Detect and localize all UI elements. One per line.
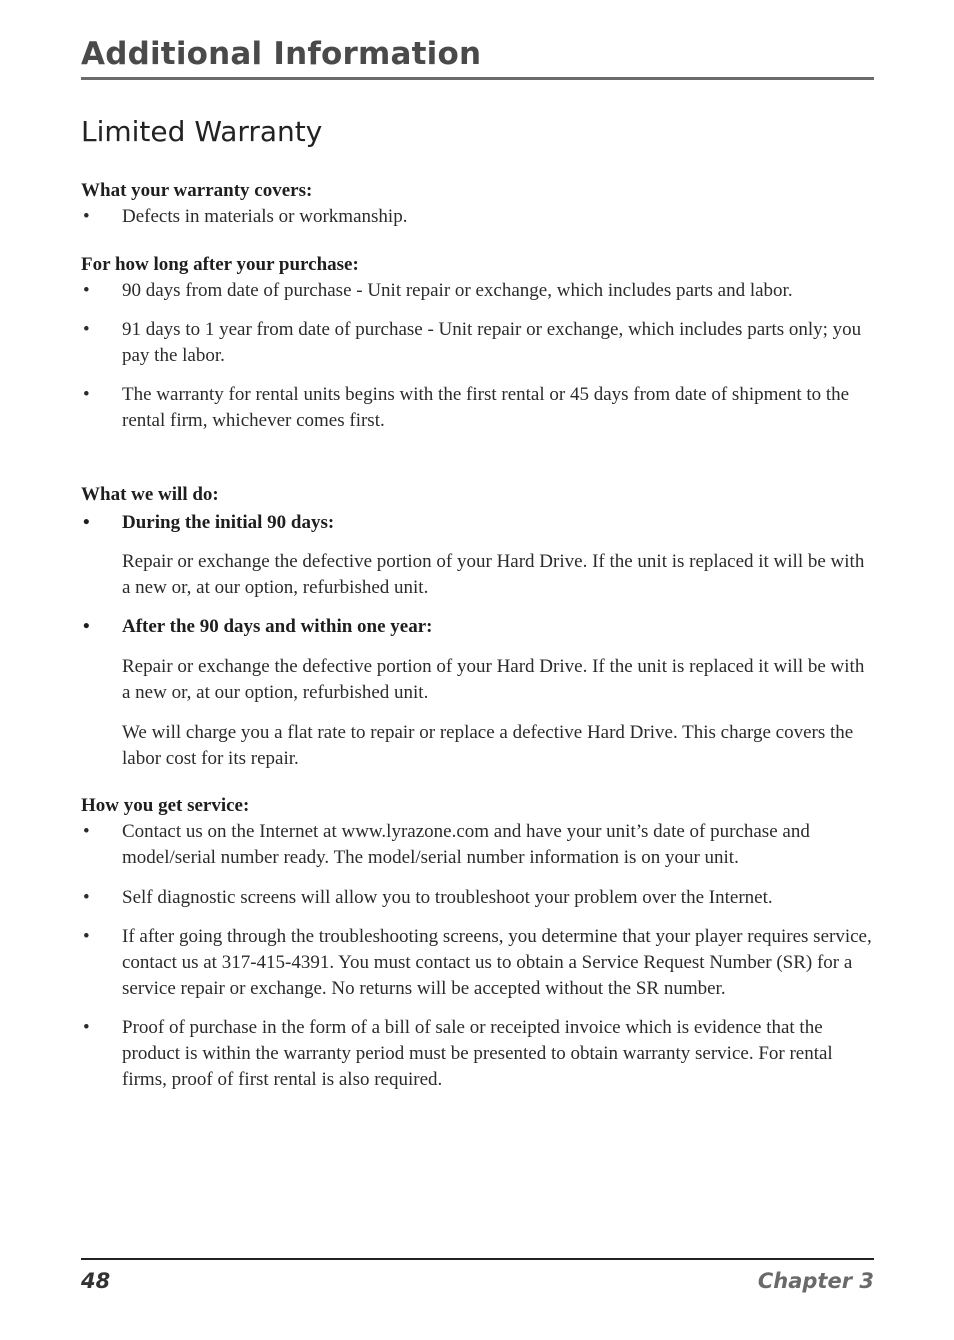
page-title: Limited Warranty xyxy=(81,115,323,148)
duration-heading: For how long after your purchase: xyxy=(81,254,359,275)
list-item xyxy=(81,1015,874,1093)
covers-heading: What your warranty covers: xyxy=(81,180,313,201)
list-item xyxy=(81,382,874,434)
initial-period-text: Repair or exchange the defective portion of your Hard Drive. If the unit is replaced it will be with a new or, at our option, refurbished unit. xyxy=(122,551,865,598)
list-item xyxy=(81,510,874,536)
list-item xyxy=(81,885,874,911)
header-divider xyxy=(81,77,874,80)
bullet-icon: • xyxy=(83,384,90,405)
bullet-icon: • xyxy=(83,926,90,947)
list-item xyxy=(81,278,874,304)
footer-divider xyxy=(81,1258,874,1260)
duration-item: The warranty for rental units begins with the first rental or 45 days from date of shipment to the rental firm, whichever comes first. xyxy=(122,384,850,431)
bullet-icon: • xyxy=(83,319,90,340)
service-heading: How you get service: xyxy=(81,795,250,816)
duration-item: 91 days to 1 year from date of purchase - Unit repair or exchange, which includes parts only; you pay the labor. xyxy=(122,319,862,366)
bullet-icon: • xyxy=(83,616,90,637)
warranty-content xyxy=(81,178,874,1093)
duration-item: 90 days from date of purchase - Unit repair or exchange, which includes parts and labor. xyxy=(122,280,793,301)
page-number: 48 xyxy=(81,1269,111,1293)
bullet-icon: • xyxy=(83,206,90,227)
service-item: Proof of purchase in the form of a bill of sale or receipted invoice which is evidence that the product is within the warranty period must be presented to obtain warranty service. For rental firms, proof of first rental is also required. xyxy=(122,1017,833,1090)
initial-period-label: During the initial 90 days: xyxy=(122,512,335,533)
bullet-icon: • xyxy=(83,821,90,842)
covers-item: Defects in materials or workmanship. xyxy=(122,206,408,227)
list-item xyxy=(81,924,874,1002)
bullet-icon: • xyxy=(83,280,90,301)
list-item xyxy=(81,204,874,230)
service-item: Contact us on the Internet at www.lyrazone.com and have your unit’s date of purchase and model/serial number ready. The model/serial number information is on your unit. xyxy=(122,821,810,868)
list-item xyxy=(81,317,874,369)
flat-rate-text: We will charge you a flat rate to repair or replace a defective Hard Drive. This charge covers the labor cost for its repair. xyxy=(122,722,854,769)
bullet-icon: • xyxy=(83,512,90,533)
will-do-heading: What we will do: xyxy=(81,484,219,505)
after-period-text: Repair or exchange the defective portion of your Hard Drive. If the unit is replaced it will be with a new or, at our option, refurbished unit. xyxy=(122,656,865,703)
section-header: Additional Information xyxy=(81,36,482,72)
after-period-label: After the 90 days and within one year: xyxy=(122,616,433,637)
service-item: Self diagnostic screens will allow you to troubleshoot your problem over the Internet. xyxy=(122,887,773,908)
list-item xyxy=(81,819,874,871)
bullet-icon: • xyxy=(83,887,90,908)
list-item xyxy=(81,614,874,640)
service-item: If after going through the troubleshooting screens, you determine that your player requires service, contact us at 317-415-4391. You must contact us to obtain a Service Request Number (SR) for a service repair or exchange. No returns will be accepted without the SR number. xyxy=(122,926,872,999)
chapter-label: Chapter 3 xyxy=(757,1269,874,1293)
bullet-icon: • xyxy=(83,1017,90,1038)
